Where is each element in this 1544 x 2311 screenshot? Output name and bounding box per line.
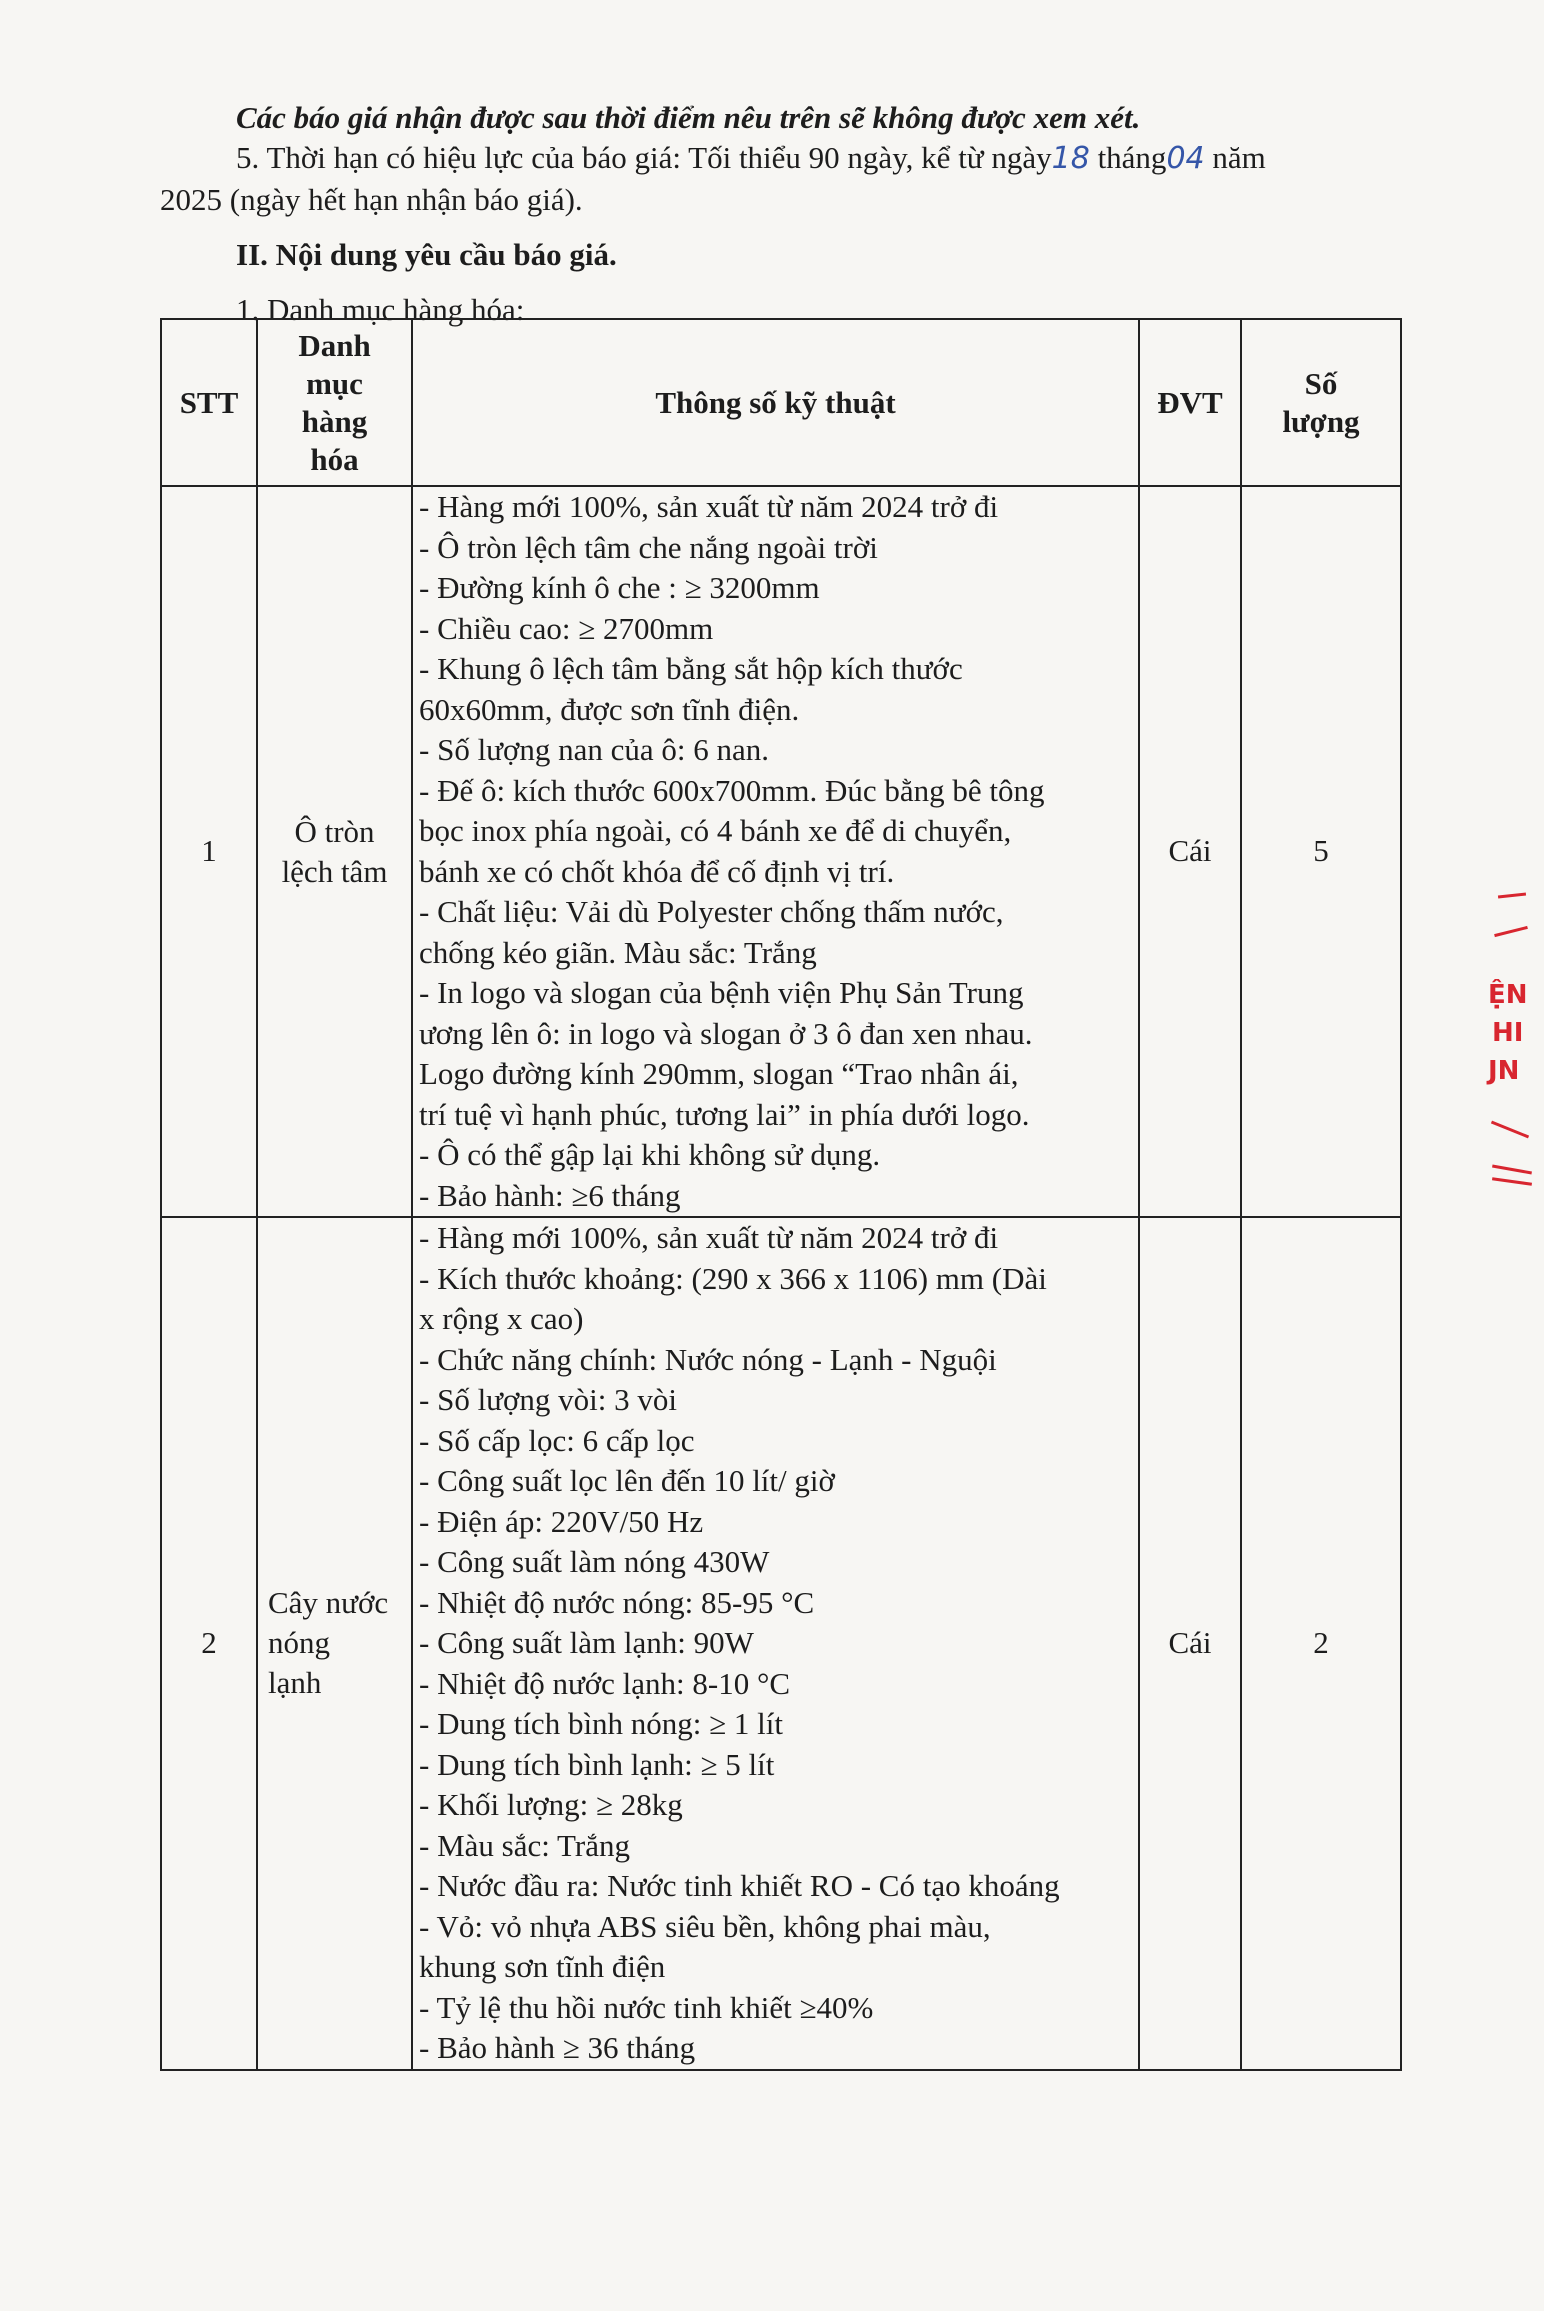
row-stt: 2 xyxy=(161,1217,257,2070)
section-heading: II. Nội dung yêu cầu báo giá. xyxy=(236,237,617,272)
validity-text-a: 5. Thời hạn có hiệu lực của báo giá: Tối thiểu 90 ngày, kể từ ngày xyxy=(236,140,1052,175)
validity-line xyxy=(236,138,1266,179)
header-spec: Thông số kỹ thuật xyxy=(412,319,1139,486)
deadline-note: Các báo giá nhận được sau thời điểm nêu trên sẽ không được xem xét. xyxy=(236,100,1141,135)
row-unit: Cái xyxy=(1139,486,1241,1217)
row-goods-name: Cây nước nóng lạnh xyxy=(257,1217,412,2070)
stamp-text-2: HI xyxy=(1492,1018,1524,1048)
goods-list-heading: 1. Danh mục hàng hóa: xyxy=(236,292,525,327)
header-goods-name: Danh mục hàng hóa xyxy=(257,319,412,486)
validity-line-cont: 2025 (ngày hết hạn nhận báo giá). xyxy=(160,182,583,217)
row-spec: - Hàng mới 100%, sản xuất từ năm 2024 trở đi - Ô tròn lệch tâm che nắng ngoài trời - Đường kính ô che : ≥ 3200mm - Chiều cao: ≥ 2700mm - Khung ô lệch tâm bằng sắt hộp kích thước 60x60mm, được sơn tĩnh điện. - Số lượng nan của ô: 6 nan. - Đế ô: kích thước 600x700mm. Đúc bằng bê tông bọc inox phía ngoài, có 4 bánh xe để di chuyển, bánh xe có chốt khóa để cố định vị trí. - Chất liệu: Vải dù Polyester chống thấm nước, chống kéo giãn. Màu sắc: Trắng - In logo và slogan của bệnh viện Phụ Sản Trung ương lên ô: in logo và slogan ở 3 ô đan xen nhau. Logo đường kính 290mm, slogan “Trao nhân ái, trí tuệ vì hạnh phúc, tương lai” in phía dưới logo. - Ô có thể gập lại khi không sử dụng. - Bảo hành: ≥6 tháng xyxy=(412,486,1139,1217)
stamp-text-1: ỆN xyxy=(1488,980,1528,1010)
row-qty: 2 xyxy=(1241,1217,1401,2070)
row-qty: 5 xyxy=(1241,486,1401,1217)
handwritten-day: 18 xyxy=(1051,141,1090,176)
row-goods-name: Ô tròn lệch tâm xyxy=(257,486,412,1217)
header-stt: STT xyxy=(161,319,257,486)
header-qty: Số lượng xyxy=(1241,319,1401,486)
row-spec: - Hàng mới 100%, sản xuất từ năm 2024 trở đi - Kích thước khoảng: (290 x 366 x 1106) mm (Dài x rộng x cao) - Chức năng chính: Nước nóng - Lạnh - Nguội - Số lượng vòi: 3 vòi - Số cấp lọc: 6 cấp lọc - Công suất lọc lên đến 10 lít/ giờ - Điện áp: 220V/50 Hz - Công suất làm nóng 430W - Nhiệt độ nước nóng: 85-95 °C - Công suất làm lạnh: 90W - Nhiệt độ nước lạnh: 8-10 °C - Dung tích bình nóng: ≥ 1 lít - Dung tích bình lạnh: ≥ 5 lít - Khối lượng: ≥ 28kg - Màu sắc: Trắng - Nước đầu ra: Nước tinh khiết RO - Có tạo khoáng - Vỏ: vỏ nhựa ABS siêu bền, không phai màu, khung sơn tĩnh điện - Tỷ lệ thu hồi nước tinh khiết ≥40% - Bảo hành ≥ 36 tháng xyxy=(412,1217,1139,2070)
validity-text-c: năm xyxy=(1204,140,1266,175)
table-row xyxy=(161,486,1401,1217)
table-row xyxy=(161,1217,1401,2070)
row-stt: 1 xyxy=(161,486,257,1217)
red-stamp-fragment xyxy=(1470,880,1544,1220)
validity-text-b: tháng xyxy=(1089,140,1167,175)
table-header-row xyxy=(161,319,1401,486)
header-unit: ĐVT xyxy=(1139,319,1241,486)
goods-table xyxy=(160,318,1402,2071)
stamp-text-3: JN xyxy=(1488,1056,1520,1086)
handwritten-month: 04 xyxy=(1166,141,1205,176)
row-unit: Cái xyxy=(1139,1217,1241,2070)
